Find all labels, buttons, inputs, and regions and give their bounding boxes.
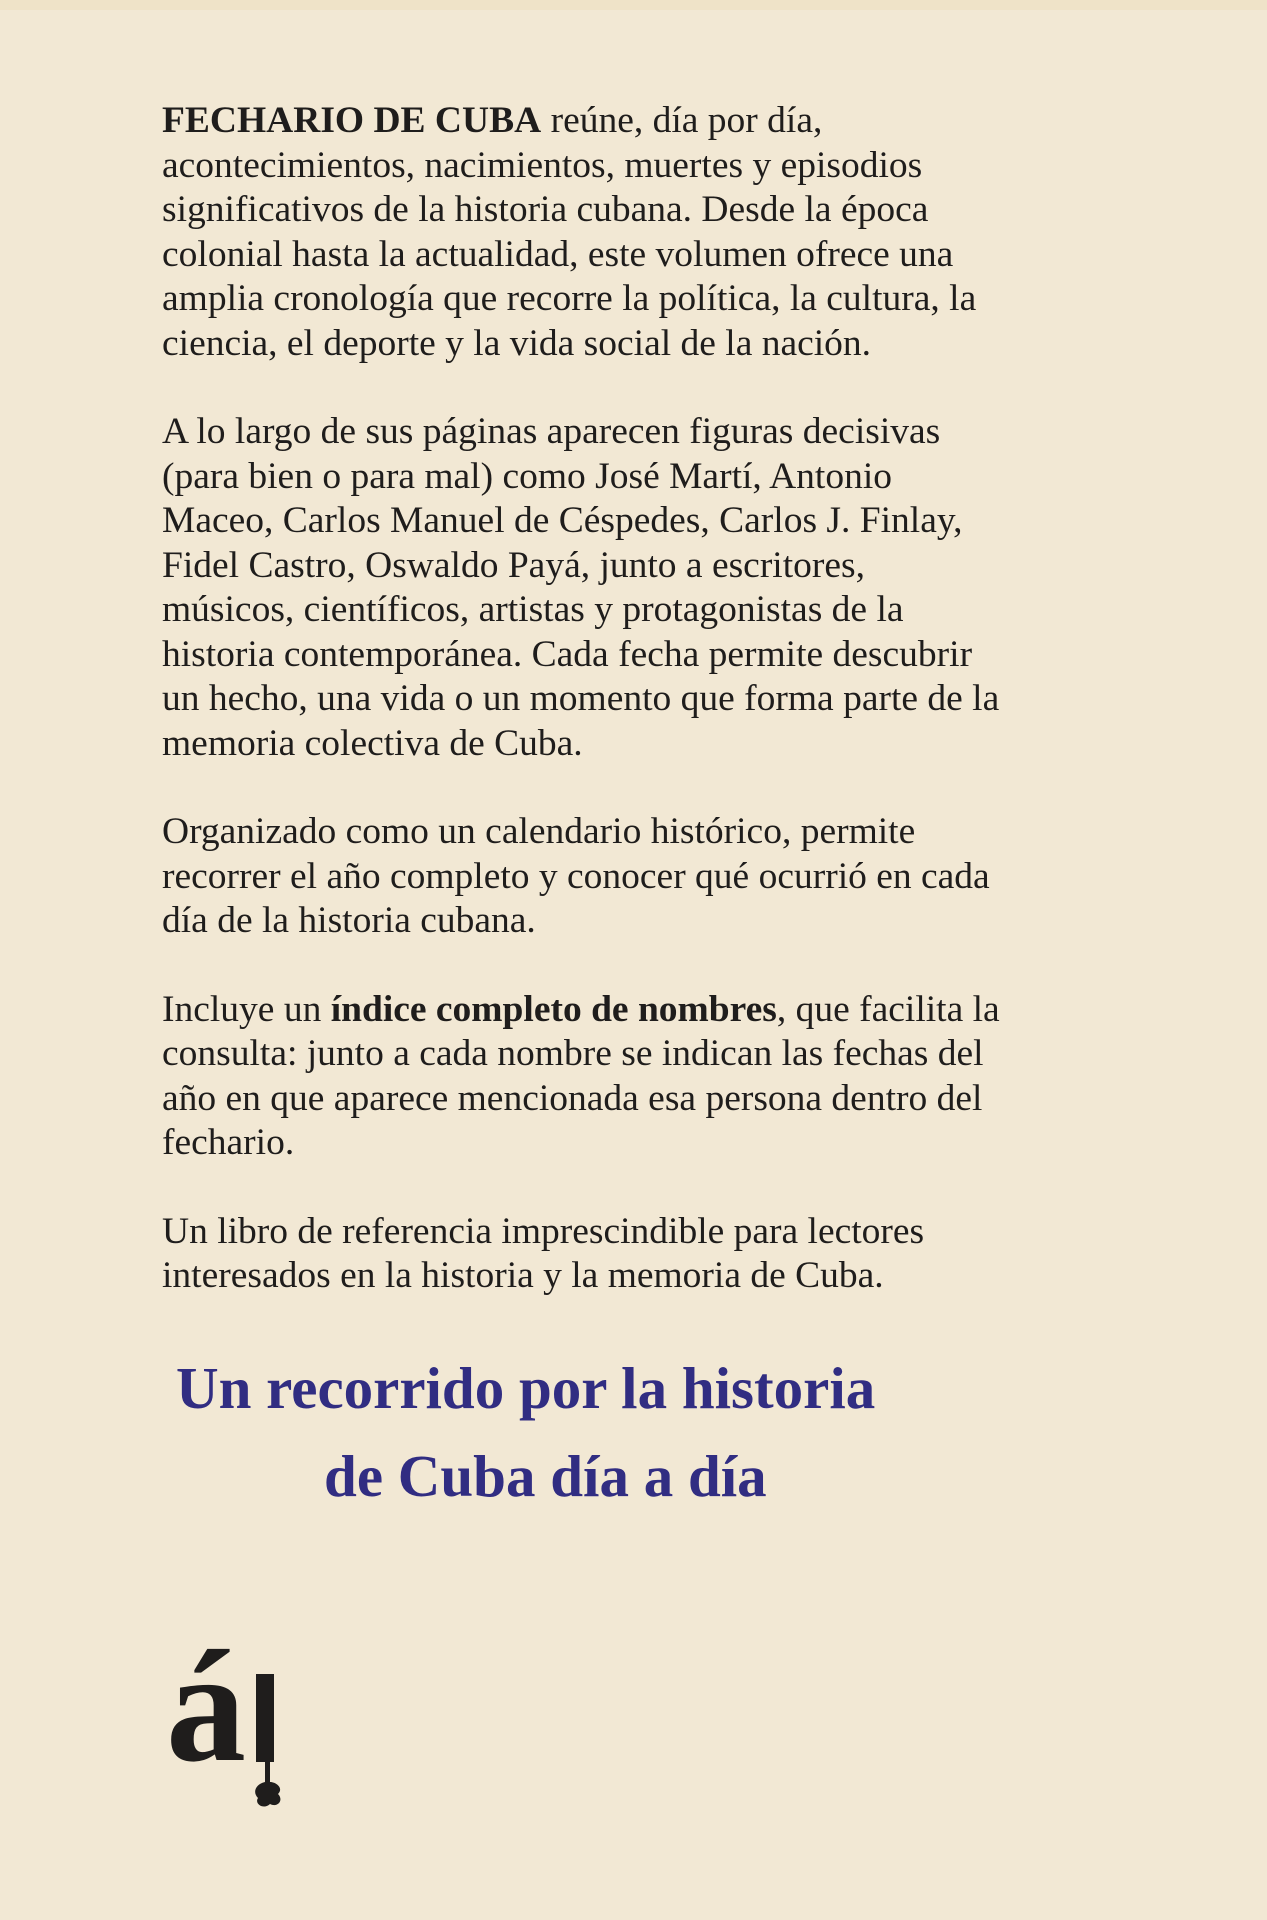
text-line: Un libro de referencia imprescindible para lectores	[162, 1210, 925, 1252]
text-line: interesados en la historia y la memoria de Cuba.	[162, 1255, 884, 1296]
text-line	[162, 99, 1082, 144]
top-edge-strip	[0, 0, 1267, 10]
text-line: ciencia, el deporte y la vida social de la nación.	[162, 322, 872, 364]
paragraph-index	[162, 988, 1082, 1166]
text-line: (para bien o para mal) como José Martí, Antonio	[162, 455, 893, 497]
text-line: fechario.	[162, 1122, 295, 1163]
publisher-logo-icon	[164, 1632, 292, 1812]
text-line	[162, 988, 1082, 1033]
text-line: día de la historia cubana.	[162, 900, 536, 941]
text-line: consulta: junto a cada nombre se indican las fechas del	[162, 1033, 984, 1074]
text-segment: , que facilita la	[776, 988, 1000, 1030]
text-line: año en que aparece mencionada esa persona dentro del	[162, 1077, 983, 1119]
paragraph-reference	[162, 1210, 1082, 1299]
description-text	[162, 99, 1082, 1299]
tagline-line-2: de Cuba día a día	[324, 1443, 767, 1509]
text-segment: Incluye un	[162, 988, 331, 1030]
book-title-bold: FECHARIO DE CUBA	[162, 100, 542, 141]
text-line: acontecimientos, nacimientos, muertes y episodios	[162, 144, 923, 186]
logo-stem	[256, 1674, 274, 1762]
text-line: un hecho, una vida o un momento que forma parte de la	[162, 678, 1000, 719]
text-line: músicos, científicos, artistas y protagonistas de la	[162, 589, 904, 630]
logo-flourish	[255, 1762, 280, 1806]
paragraph-figures	[162, 410, 1082, 766]
text-line: Maceo, Carlos Manuel de Céspedes, Carlos J. Finlay,	[162, 500, 963, 541]
publisher-logo-svg	[164, 1632, 292, 1812]
text-line: colonial hasta la actualidad, este volumen ofrece una	[162, 233, 954, 275]
text-line: amplia cronología que recorre la política, la cultura, la	[162, 278, 977, 319]
text-line: Organizado como un calendario histórico, permite	[162, 811, 916, 852]
text-line: recorrer el año completo y conocer qué ocurrió en cada	[162, 855, 990, 897]
paragraph-intro	[162, 99, 1082, 366]
tagline	[140, 1344, 1140, 1520]
paragraph-calendar	[162, 810, 1082, 944]
text-line: memoria colectiva de Cuba.	[162, 722, 583, 764]
publisher-logo-glyph: á	[166, 1632, 246, 1795]
index-highlight-bold: índice completo de nombres	[330, 988, 777, 1030]
tagline-line-1: Un recorrido por la historia	[176, 1355, 876, 1421]
text-line: significativos de la historia cubana. Desde la época	[162, 189, 929, 230]
text-segment: reúne, día por día,	[541, 100, 823, 141]
text-line: A lo largo de sus páginas aparecen figuras decisivas	[162, 411, 941, 452]
text-line: Fidel Castro, Oswaldo Payá, junto a escritores,	[162, 544, 865, 586]
text-line: historia contemporánea. Cada fecha permite descubrir	[162, 633, 973, 675]
